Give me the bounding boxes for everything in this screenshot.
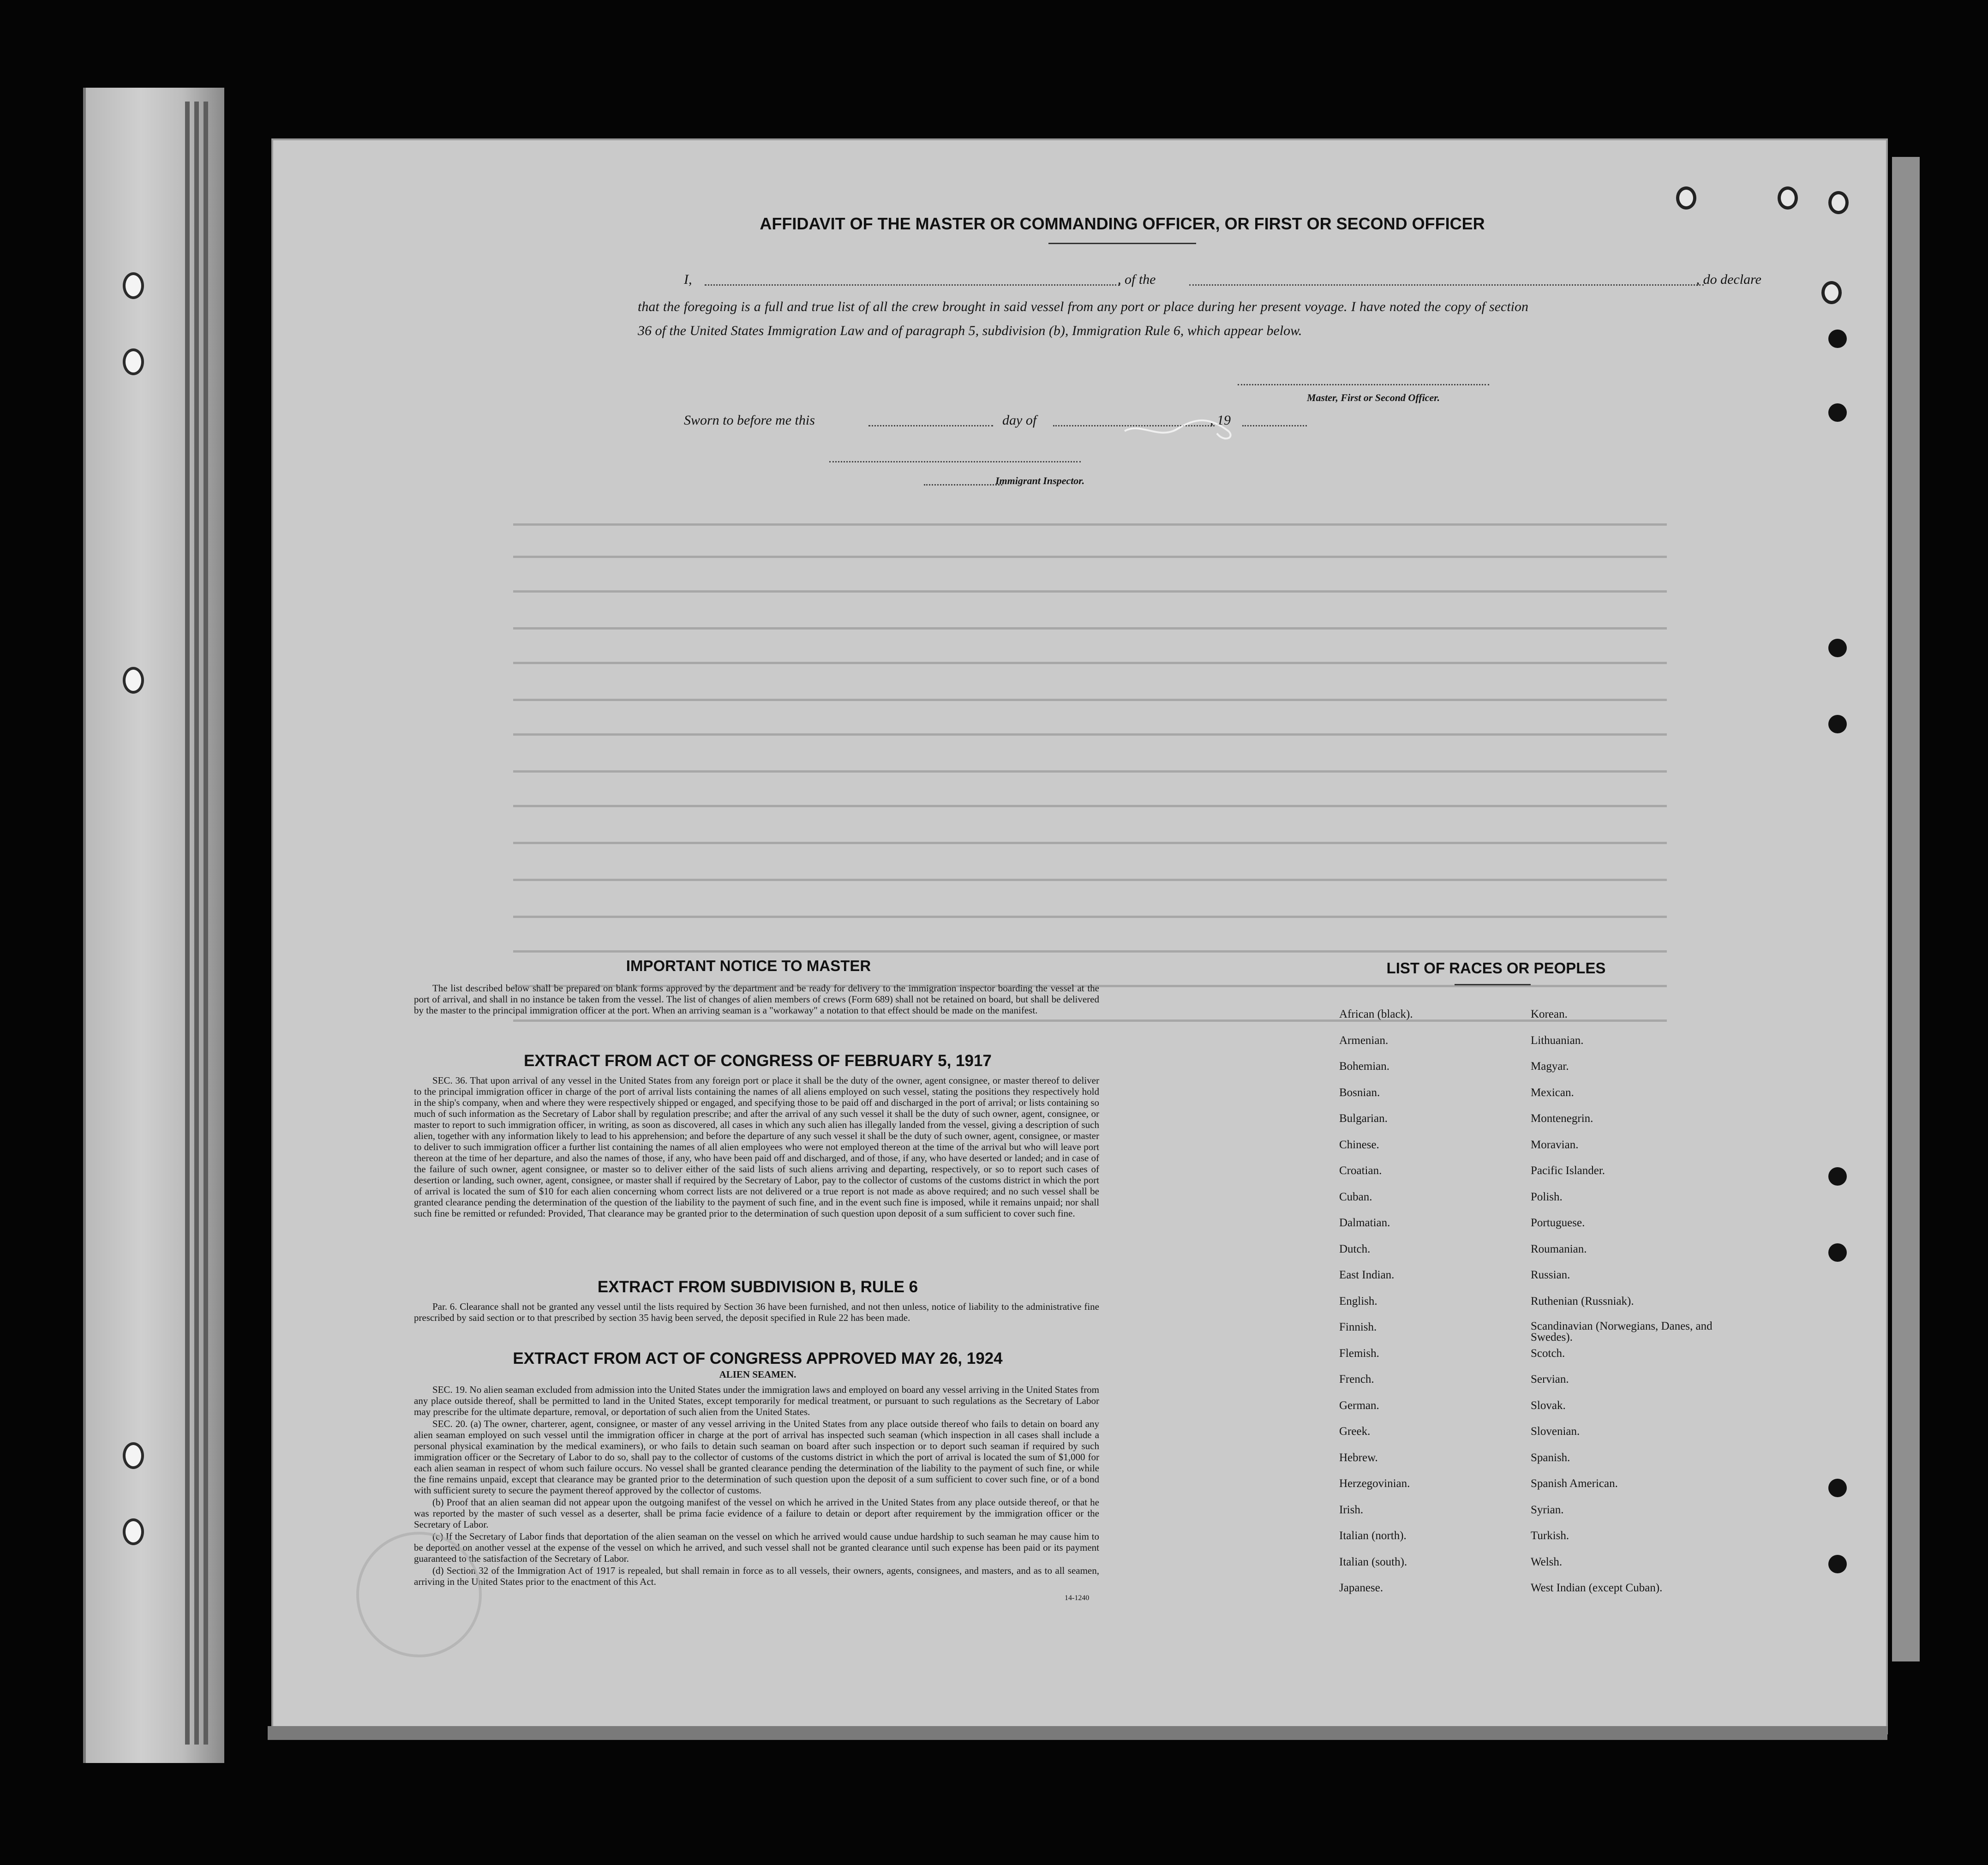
manifest-page <box>271 138 1888 1734</box>
bleed-through-row <box>513 770 1667 773</box>
affidavit-title: AFFIDAVIT OF THE MASTER OR COMMANDING OFFICER, OR FIRST OR SECOND OFFICER <box>760 214 1485 233</box>
race-item: Spanish. <box>1531 1451 1570 1464</box>
notice-title: IMPORTANT NOTICE TO MASTER <box>626 957 871 974</box>
race-item: Polish. <box>1531 1190 1563 1203</box>
alien-seamen-subtitle: ALIEN SEAMEN. <box>719 1369 796 1380</box>
sec-20b-paragraph: (b) Proof that an alien seaman did not appear upon the outgoing manifest of the vessel on which he arrived in the United States from any place outside thereof, or that he was reported by the master of such vessel as a deserter, shall be prima facie evidence of a failure to detain or deport after requirement by the immigration officer or the Secretary of Labor. <box>414 1497 1099 1530</box>
affidavit-line-i: I, <box>684 272 692 287</box>
sworn-date-blank <box>868 425 993 426</box>
bleed-through-row <box>513 842 1667 844</box>
race-item: Pacific Islander. <box>1531 1164 1605 1177</box>
race-item: German. <box>1339 1399 1379 1412</box>
extract-rule6-title: EXTRACT FROM SUBDIVISION B, RULE 6 <box>597 1278 918 1296</box>
sworn-day-label: day of <box>1002 413 1037 428</box>
race-item: Bohemian. <box>1339 1060 1390 1073</box>
race-item: Portuguese. <box>1531 1217 1585 1229</box>
inspector-name-blank <box>924 484 1002 486</box>
race-item: Italian (north). <box>1339 1529 1407 1542</box>
race-item: Herzegovinian. <box>1339 1477 1410 1490</box>
race-item: Syrian. <box>1531 1503 1564 1516</box>
bleed-through-row <box>513 699 1667 701</box>
extract-1924-text <box>414 1384 1099 1588</box>
extract-1924-title: EXTRACT FROM ACT OF CONGRESS APPROVED MAY 26, 1924 <box>513 1349 1003 1367</box>
race-item: Slovak. <box>1531 1399 1566 1412</box>
page-edge <box>194 102 199 1745</box>
embossed-seal <box>356 1532 482 1657</box>
rule6-paragraph: Par. 6. Clearance shall not be granted any vessel until the lists required by Section 36 have been furnished, and not then unless, notice of liability to the administrative fine prescribed by said section or to that prescribed by section 35 havig been served, the deposit specified in Rule 22 has been made. <box>414 1301 1099 1323</box>
race-item: Montenegrin. <box>1531 1112 1593 1125</box>
races-column-1 <box>1339 1008 1524 1608</box>
race-item: Cuban. <box>1339 1190 1372 1203</box>
affidavit-line-of: , of the <box>1118 272 1156 287</box>
inspector-signature-blank <box>829 461 1081 462</box>
bleed-through-row <box>513 556 1667 558</box>
sworn-year-blank <box>1242 425 1307 426</box>
sec-20d-paragraph: (d) Section 32 of the Immigration Act of 1917 is repealed, but shall remain in force as to all vessels, their owners, agents, consignees, and masters, and as to all seamen, arriving in the United States prior to the enactment of this Act. <box>414 1565 1099 1587</box>
race-item: Mexican. <box>1531 1086 1574 1099</box>
punch-hole <box>1828 330 1847 348</box>
race-item: East Indian. <box>1339 1269 1395 1281</box>
extract-1917-text <box>414 1075 1099 1220</box>
punch-hole <box>1828 715 1847 733</box>
sworn-statement: Sworn to before me this <box>684 413 815 428</box>
race-item: Korean. <box>1531 1008 1568 1020</box>
bleed-through-row <box>513 916 1667 918</box>
race-item: Italian (south). <box>1339 1555 1407 1568</box>
punch-hole <box>123 348 144 375</box>
bleed-through-row <box>513 590 1667 593</box>
bleed-through-row <box>513 662 1667 664</box>
race-item: African (black). <box>1339 1008 1413 1020</box>
bleed-through-row <box>513 627 1667 630</box>
punch-hole <box>1828 1479 1847 1497</box>
extract-1917-title: EXTRACT FROM ACT OF CONGRESS OF FEBRUARY 5, 1917 <box>524 1052 992 1070</box>
underlying-page-strip <box>1892 157 1920 1661</box>
race-item: Scandinavian (Norwegians, Danes, and Swedes). <box>1531 1320 1713 1343</box>
punch-hole <box>1828 1555 1847 1573</box>
extract-rule6-text <box>414 1301 1099 1324</box>
races-title: LIST OF RACES OR PEOPLES <box>1386 959 1606 977</box>
race-item: Flemish. <box>1339 1347 1379 1360</box>
race-item: Dutch. <box>1339 1242 1371 1255</box>
races-column-2 <box>1531 1008 1725 1608</box>
race-item: Japanese. <box>1339 1582 1383 1594</box>
punch-hole <box>1828 1243 1847 1262</box>
punch-hole <box>1676 186 1696 210</box>
bleed-through-row <box>513 805 1667 807</box>
race-item: French. <box>1339 1373 1374 1385</box>
race-item: Chinese. <box>1339 1138 1379 1151</box>
inspector-caption: Immigrant Inspector. <box>995 475 1085 486</box>
race-item: English. <box>1339 1295 1377 1307</box>
race-item: Hebrew. <box>1339 1451 1378 1464</box>
race-item: Magyar. <box>1531 1060 1569 1073</box>
notice-paragraph: The list described below shall be prepared on blank forms approved by the department and be ready for delivery to the immigration inspector boarding the vessel at the port of arrival, and shall in no instance be taken from the vessel. The list of changes of alien members of crews (Form 689) shall not be retained on board, but shall be delivered by the master to the principal immigration officer at the port. When an arriving seaman is a "workaway" a notation to that effect should be made on the manifest. <box>414 983 1099 1016</box>
sec-20a-paragraph: SEC. 20. (a) The owner, charterer, agent, consignee, or master of any vessel arriving in the United States from any place outside thereof who fails to detain on board any alien seaman employed on such vessel until the immigration officer in charge at the port of arrival has inspected such seaman (which inspection in all cases shall include a personal physical examination by the medical examiners), or who fails to detain such seaman on board after such inspection or to deport such seaman if required by such immigration officer or the Secretary of Labor to do so, shall pay to the collector of customs of the customs district in which the port of arrival is located the sum of $1,000 for each alien seaman in respect of whom such failure occurs. No vessel shall be granted clearance pending the determination of the liability to the payment of such fine, or while the fine remains unpaid, except that clearance may be granted prior to the determination of such question upon the deposit of a sum sufficient to cover such fine, or of a bond with sufficient surety to secure the payment thereof approved by the collector of customs. <box>414 1418 1099 1496</box>
race-item: Ruthenian (Russniak). <box>1531 1295 1634 1307</box>
bleed-through-row <box>513 733 1667 736</box>
punch-hole <box>1828 191 1849 214</box>
bleed-through-row <box>513 950 1667 953</box>
race-item: Irish. <box>1339 1503 1364 1516</box>
form-number: 14-1240 <box>1065 1594 1090 1602</box>
race-item: Servian. <box>1531 1373 1569 1385</box>
sec-20c-paragraph: (c) If the Secretary of Labor finds that deportation of the alien seaman on the vessel on which he arrived would cause undue hardship to such seaman he may cause him to be deported on another vessel at the expense of the vessel on which he arrived, and such vessel shall not be granted clearance until such expense has been paid or its payment guaranteed to the satisfaction of the Secretary of Labor. <box>414 1531 1099 1564</box>
race-item: Moravian. <box>1531 1138 1579 1151</box>
page-stack-edge <box>268 1726 1887 1740</box>
race-item: Croatian. <box>1339 1164 1382 1177</box>
page-edge <box>185 102 190 1745</box>
signature-caption: Master, First or Second Officer. <box>1307 392 1440 403</box>
title-rule <box>1048 243 1196 244</box>
race-item: West Indian (except Cuban). <box>1531 1582 1663 1594</box>
signature-blank <box>1238 384 1489 385</box>
name-blank <box>705 284 1120 286</box>
race-item: Greek. <box>1339 1425 1371 1438</box>
binder-strip <box>83 88 224 1763</box>
race-item: Slovenian. <box>1531 1425 1580 1438</box>
punch-hole <box>123 1518 144 1545</box>
race-item: Armenian. <box>1339 1034 1389 1047</box>
bleed-through-row <box>513 523 1667 526</box>
page-edge <box>204 102 208 1745</box>
handwritten-mark <box>1122 413 1242 445</box>
race-item: Bulgarian. <box>1339 1112 1388 1125</box>
race-item: Russian. <box>1531 1269 1570 1281</box>
race-item: Scotch. <box>1531 1347 1565 1360</box>
punch-hole <box>1821 281 1842 304</box>
race-item: Welsh. <box>1531 1555 1563 1568</box>
section-36-paragraph: SEC. 36. That upon arrival of any vessel in the United States from any foreign port or place it shall be the duty of the owner, agent consignee, or master thereof to deliver to the principal immigration officer in charge of the port of arrival lists containing the names of all aliens employed on such vessel, stating the positions they respectively hold in the ship's company, when and where they were respectively shipped or engaged, and specifying those to be paid off and discharged in the port of arrival; or lists containing so much of such information as the Secretary of Labor shall by regulation prescribe; and after the arrival of any such vessel it shall be the duty of such owner, agent, consignee, or master to report to such immigration officer, in writing, as soon as discovered, all cases in which any such alien has illegally landed from the vessel, giving a description of such alien, together with any information likely to lead to his apprehension; and before the departure of any such vessel it shall be the duty of such owner, agent, consignee, or master to deliver to such immigration officer a further list containing the names of all alien employees who were not employed thereon at the time of the arrival but who will leave port thereon at the time of her departure, and also the names of those, if any, who have been paid off and discharged, and of those, if any, who have deserted or landed; and in case of the failure of such owner, agent consignee, or master so to deliver either of the said lists of such aliens arriving and departing, respectively, or so to report such cases of desertion or landing, such owner, agent, consignee, or master shall if required by the Secretary of Labor, pay to the collector of customs of the customs district in which the port of arrival is located the sum of $10 for each alien concerning whom correct lists are not delivered or a true report is not made as above required; and no such vessel shall be granted clearance pending the determination of the question of the liability to the payment of such fine, and in the event such fine is imposed, while it remains unpaid; nor shall such fine be remitted or refunded: Provided, That clearance may be granted prior to the determination of such question upon deposit of a sum sufficient to cover such fine. <box>414 1075 1099 1219</box>
punch-hole <box>123 272 144 299</box>
affidavit-line-declare: , do declare <box>1696 272 1761 287</box>
punch-hole <box>1828 1167 1847 1186</box>
notice-text <box>414 983 1099 1017</box>
bleed-through-row <box>513 879 1667 881</box>
races-title-rule <box>1455 984 1531 985</box>
punch-hole <box>123 667 144 694</box>
race-item: Turkish. <box>1531 1529 1569 1542</box>
race-item: Spanish American. <box>1531 1477 1618 1490</box>
punch-hole <box>1828 403 1847 422</box>
sec-19-paragraph: SEC. 19. No alien seaman excluded from admission into the United States under the immigration laws and employed on board any vessel arriving in the United States from any place outside thereof, shall be permitted to land in the United States, except temporarily for medical treatment, or pursuant to such regulations as the Secretary of Labor may prescribe for the ultimate departure, removal, or deportation of such alien from the United States. <box>414 1384 1099 1417</box>
punch-hole <box>1828 639 1847 657</box>
race-item: Finnish. <box>1339 1321 1377 1333</box>
sworn-year-label: , 19 <box>1210 413 1231 428</box>
punch-hole <box>1778 186 1798 210</box>
race-item: Lithuanian. <box>1531 1034 1584 1047</box>
race-item: Dalmatian. <box>1339 1217 1390 1229</box>
affidavit-body: that the foregoing is a full and true list of all the crew brought in said vessel from any port or place during her present voyage. I have noted the copy of section 36 of the United States Immigration Law and of paragraph 5, subdivision (b), Immigration Rule 6, which appear below. <box>638 299 1528 338</box>
punch-hole <box>123 1442 144 1469</box>
race-item: Roumanian. <box>1531 1242 1587 1255</box>
race-item: Bosnian. <box>1339 1086 1380 1099</box>
